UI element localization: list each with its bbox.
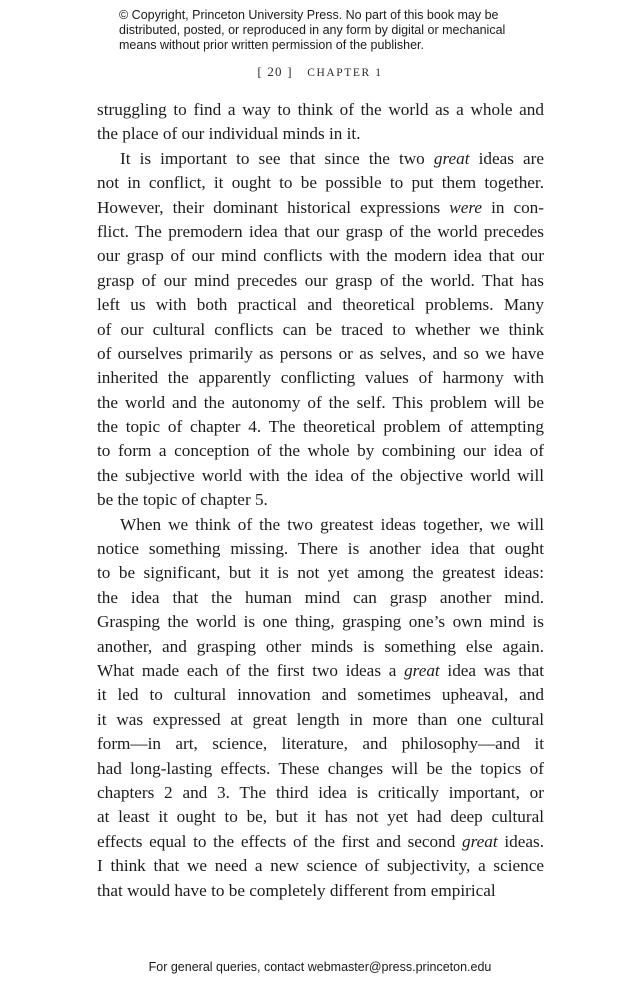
text-line: chapters 2 and 3. The third idea is critically important, or xyxy=(97,782,544,802)
text-line: grasp of our mind precedes our grasp of the world. That has xyxy=(97,270,544,290)
running-head xyxy=(0,64,640,80)
text-line: effects equal to the effects of the first and second great ideas. xyxy=(97,831,544,851)
text-line: However, their dominant historical expressions were in con- xyxy=(97,197,544,217)
text-line: struggling to find a way to think of the world as a whole and xyxy=(97,100,544,119)
text-line: not in conflict, it ought to be possible to put them together. xyxy=(97,173,544,193)
text-line: it led to cultural innovation and sometimes upheaval, and xyxy=(97,685,544,705)
text-line: inherited the apparently conflicting values of harmony with xyxy=(97,368,544,388)
text-line: the world and the autonomy of the self. This problem will be xyxy=(97,392,544,412)
text-line: form—in art, science, literature, and philosophy—and it xyxy=(97,734,544,754)
paragraph xyxy=(97,513,544,903)
footer-contact: For general queries, contact webmaster@press.princeton.edu xyxy=(148,960,492,974)
paragraph xyxy=(97,147,544,513)
text-line: be the topic of chapter 5. xyxy=(97,490,268,510)
text-line: the subjective world with the idea of the objective world will xyxy=(97,465,544,485)
copyright-line: means without prior written permission of the publisher. xyxy=(119,38,425,52)
chapter-label: CHAPTER 1 xyxy=(307,67,383,79)
body-text xyxy=(97,98,544,903)
text-line: had long-lasting effects. These changes will be the topics of xyxy=(97,758,544,778)
text-line: to form a conception of the whole by combining our idea of xyxy=(97,441,544,461)
text-line: at least it ought to be, but it has not yet had deep cultural xyxy=(97,807,544,827)
text-line: the place of our individual minds in it. xyxy=(97,124,361,144)
text-line: Grasping the world is one thing, grasping one’s own mind is xyxy=(97,612,544,632)
page-number: [ 20 ] xyxy=(257,64,293,79)
text-line: it was expressed at great length in more than one cultural xyxy=(97,709,544,729)
text-line: our grasp of our mind conflicts with the modern idea that our xyxy=(97,246,544,266)
copyright-line: distributed, posted, or reproduced in any form by digital or mechanical xyxy=(119,23,506,37)
text-line: another, and grasping other minds is something else again. xyxy=(97,636,544,656)
text-line: of ourselves primarily as persons or as selves, and so we have xyxy=(97,343,544,363)
text-line: left us with both practical and theoretical problems. Many xyxy=(97,295,544,315)
text-line: When we think of the two greatest ideas together, we will xyxy=(120,514,544,534)
text-line: I think that we need a new science of subjectivity, a science xyxy=(97,856,544,876)
text-line: of our cultural conflicts can be traced to whether we think xyxy=(97,319,544,339)
text-line: What made each of the first two ideas a great idea was that xyxy=(97,660,544,680)
text-line: flict. The premodern idea that our grasp of the world precedes xyxy=(97,221,544,241)
copyright-notice xyxy=(119,8,539,53)
text-line: that would have to be completely different from empirical xyxy=(97,880,496,900)
text-line: It is important to see that since the two great ideas are xyxy=(120,148,544,168)
text-line: to be significant, but it is not yet among the greatest ideas: xyxy=(97,563,544,583)
text-line: the idea that the human mind can grasp another mind. xyxy=(97,587,544,607)
text-line: notice something missing. There is another idea that ought xyxy=(97,539,544,559)
copyright-line: © Copyright, Princeton University Press. No part of this book may be xyxy=(119,8,499,22)
paragraph xyxy=(97,98,544,147)
text-line: the topic of chapter 4. The theoretical problem of attempting xyxy=(97,417,544,437)
